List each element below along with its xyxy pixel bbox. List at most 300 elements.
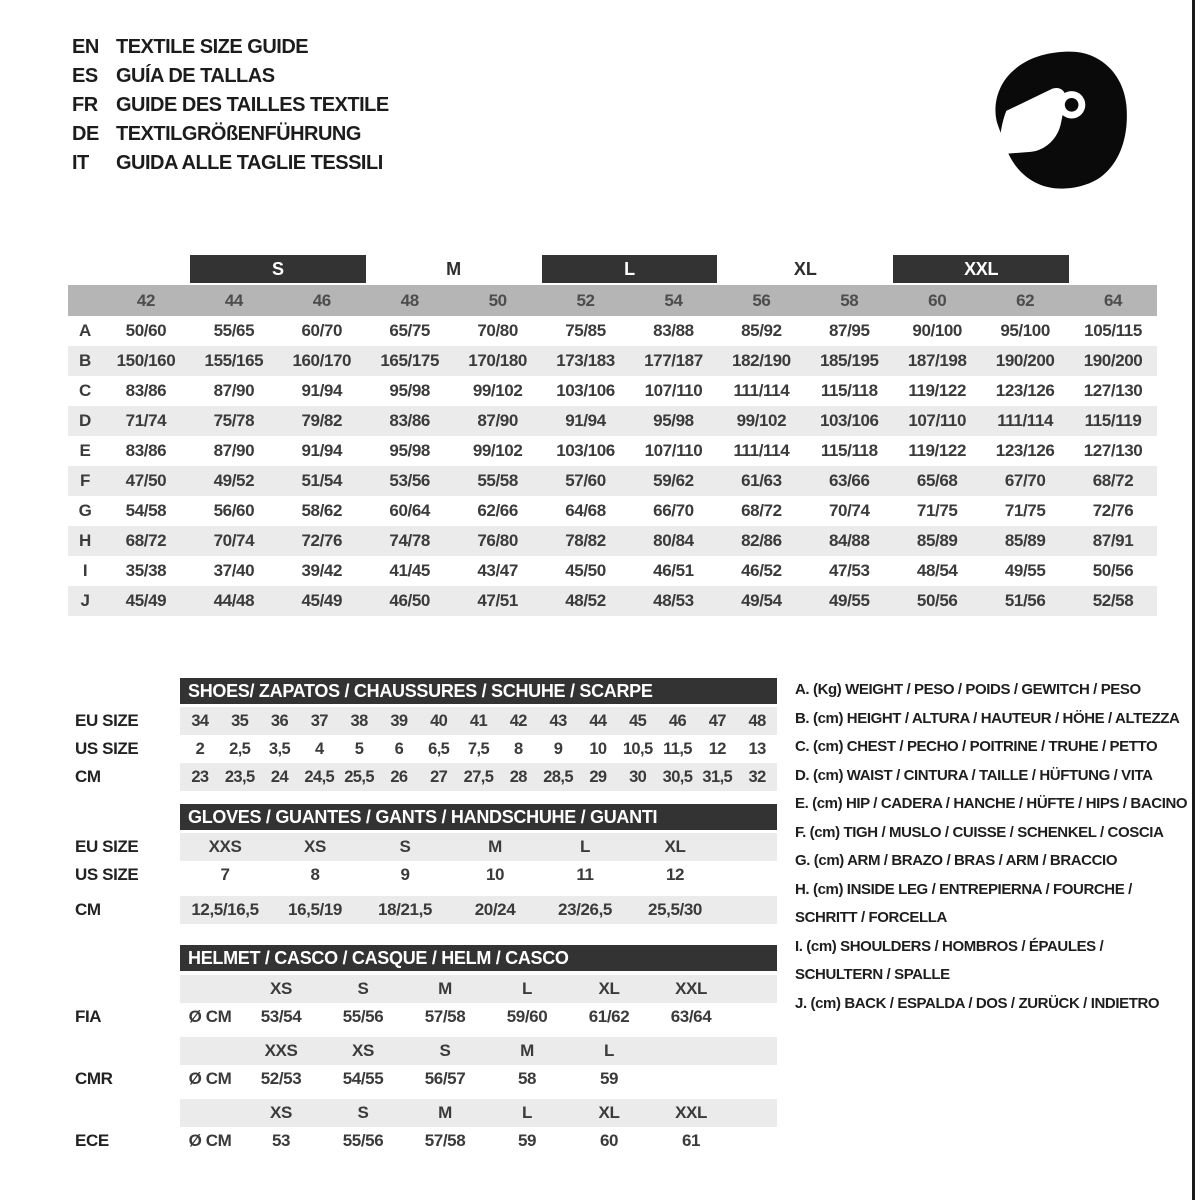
shoes-table-title: SHOES/ ZAPATOS / CHAUSSURES / SCHUHE / SCARPE	[180, 678, 777, 704]
cell: 57/60	[565, 471, 606, 490]
language-label: GUIDE DES TAILLES TEXTILE	[116, 94, 389, 116]
cell: 68/72	[125, 531, 167, 550]
cell: 95/98	[389, 381, 430, 400]
cell: 60/70	[301, 321, 343, 340]
column-header: 56	[752, 290, 771, 310]
column-header: 46	[312, 290, 331, 310]
cell: 75/85	[565, 321, 606, 340]
cell: 24	[270, 767, 289, 786]
cell: 20/24	[474, 900, 516, 919]
cell: 61/62	[588, 1007, 630, 1026]
language-code: FR	[72, 94, 98, 116]
cell: S	[399, 837, 411, 856]
cell: 115/118	[820, 381, 878, 400]
textile-column-header-band	[68, 285, 1157, 316]
language-label: GUÍA DE TALLAS	[116, 65, 275, 87]
cell: 50/60	[125, 321, 167, 340]
cell: 56/60	[213, 501, 255, 520]
size-header-cell: S	[439, 1041, 451, 1060]
cell: 111/114	[997, 411, 1054, 430]
column-header: 60	[928, 290, 947, 310]
cell: 90/100	[912, 321, 962, 340]
size-header-cell: XS	[270, 1103, 292, 1122]
cell: 103/106	[819, 411, 879, 430]
cell: 46	[668, 711, 687, 730]
table-row-A	[68, 316, 1157, 346]
cell: 59	[599, 1069, 619, 1088]
cell: 78/82	[565, 531, 606, 550]
cell: 84/88	[829, 531, 870, 550]
language-row	[72, 33, 389, 62]
size-header-cell: L	[522, 979, 532, 998]
legend-item: E. (cm) HIP / CADERA / HANCHE / HÜFTE / HIPS / BACINO	[795, 795, 1188, 812]
cell: 48/53	[653, 591, 694, 610]
cell: 44	[589, 711, 607, 730]
size-header-cell: XL	[598, 1103, 620, 1122]
cell: 10,5	[622, 739, 653, 758]
column-header: 54	[664, 290, 683, 310]
textile-size-group-header	[68, 255, 1157, 283]
size-group-l: L	[542, 255, 718, 283]
cell: 37	[310, 711, 328, 730]
cell: 48/52	[565, 591, 606, 610]
cell: 74/78	[389, 531, 430, 550]
cmr-size-header-row	[75, 1037, 777, 1065]
cell: 70/74	[829, 501, 870, 520]
cell: 30	[629, 767, 647, 786]
table-row-I	[68, 556, 1157, 586]
cell: 123/126	[995, 381, 1055, 400]
cell: 72/76	[1092, 501, 1134, 520]
cell: 57/58	[424, 1007, 466, 1026]
size-header-cell: M	[438, 1103, 452, 1122]
cell: 67/70	[1004, 471, 1046, 490]
column-header: 58	[840, 290, 859, 310]
page-edge-rule	[1192, 0, 1195, 1200]
cell: 190/200	[1083, 351, 1143, 370]
cell: 91/94	[301, 441, 343, 460]
cell: 23/26,5	[558, 900, 612, 919]
language-code: DE	[72, 123, 99, 145]
row-values	[180, 833, 777, 861]
cell: 70/74	[213, 531, 255, 550]
cell: XXS	[208, 837, 242, 856]
row-values	[180, 896, 777, 924]
language-row	[72, 91, 389, 120]
cell: 47	[708, 711, 726, 730]
language-title-list	[72, 33, 389, 178]
cell: 182/190	[732, 351, 791, 370]
cell: 66/70	[653, 501, 694, 520]
legend-item: G. (cm) ARM / BRAZO / BRAS / ARM / BRACCIO	[795, 852, 1118, 869]
cell: 111/114	[733, 441, 790, 460]
racing-helmet-icon	[985, 40, 1137, 200]
row-letter: D	[79, 411, 91, 430]
legend-item: H. (cm) INSIDE LEG / ENTREPIERNA / FOURCHE / SCHRITT / FORCELLA	[795, 880, 1132, 926]
cell: 37/40	[213, 561, 255, 580]
cell: 70/80	[477, 321, 518, 340]
cell: 95/98	[653, 411, 694, 430]
size-header-cell: XL	[598, 979, 620, 998]
row-us-size	[75, 861, 777, 889]
row-us-size	[75, 735, 777, 763]
table-row-J	[68, 586, 1157, 616]
cell: 123/126	[995, 441, 1055, 460]
cell: 46/52	[741, 561, 782, 580]
cell: 51/56	[1004, 591, 1046, 610]
ece-value-row	[75, 1127, 777, 1155]
language-code: ES	[72, 65, 98, 87]
cell: 99/102	[472, 441, 523, 460]
cell: 160/170	[292, 351, 352, 370]
size-header-cell: S	[357, 1103, 369, 1122]
cell: 59/62	[653, 471, 694, 490]
standard-label: ECE	[75, 1131, 109, 1150]
legend-item: B. (cm) HEIGHT / ALTURA / HAUTEUR / HÖHE / ALTEZZA	[795, 709, 1180, 727]
cell: 119/122	[908, 441, 967, 460]
cell: 99/102	[736, 411, 787, 430]
cell: 58	[517, 1069, 537, 1088]
cell: 57/58	[424, 1131, 466, 1150]
cell: 155/165	[204, 351, 264, 370]
row-cm	[75, 763, 777, 791]
cell: 12	[708, 739, 726, 758]
size-header-cell: M	[438, 979, 452, 998]
cell: 30,5	[662, 767, 693, 786]
standard-label: CMR	[75, 1069, 113, 1088]
row-letter: I	[82, 561, 88, 580]
cell: 87/90	[213, 381, 255, 400]
cell: 8	[310, 865, 320, 884]
column-header: 62	[1016, 290, 1035, 310]
row-values	[180, 735, 777, 763]
cell: 75/78	[213, 411, 255, 430]
row-label: US SIZE	[75, 739, 139, 758]
row-values	[180, 707, 777, 735]
cell: 8	[514, 739, 523, 758]
cell: 64/68	[565, 501, 606, 520]
fia-size-header-row	[75, 975, 777, 1003]
cell: 50/56	[916, 591, 958, 610]
cell: 107/110	[644, 381, 703, 400]
cell: 115/119	[1084, 411, 1142, 430]
cell: 59/60	[506, 1007, 548, 1026]
unit-cell: Ø CM	[188, 1131, 232, 1150]
cell: 150/160	[116, 351, 176, 370]
table-row-F	[68, 466, 1157, 496]
cell: 25,5/30	[648, 900, 702, 919]
table-row-E	[68, 436, 1157, 466]
cell: 85/89	[916, 531, 958, 550]
cell: 48/54	[916, 561, 958, 580]
cell: 44/48	[213, 591, 255, 610]
legend-item: I. (cm) SHOULDERS / HOMBROS / ÉPAULES / SCHULTERN / SPALLE	[795, 937, 1104, 983]
cell: 79/82	[301, 411, 343, 430]
cell: 54/55	[342, 1069, 384, 1088]
cell: 9	[553, 739, 563, 758]
cell: 45/49	[125, 591, 167, 610]
table-row-H	[68, 526, 1157, 556]
legend-item: C. (cm) CHEST / PECHO / POITRINE / TRUHE / PETTO	[795, 738, 1158, 755]
row-cm	[75, 896, 777, 924]
cell: 11,5	[663, 739, 692, 758]
standard-values	[180, 1003, 777, 1031]
cell: 26	[390, 767, 408, 786]
cell: 13	[748, 739, 766, 758]
cell: 71/75	[916, 501, 958, 520]
cell: 41/45	[389, 561, 430, 580]
cell: 41	[469, 711, 488, 730]
size-header-cell: L	[522, 1103, 532, 1122]
cell: 25,5	[344, 767, 374, 786]
row-letter: E	[79, 441, 91, 460]
cell: 45/50	[565, 561, 606, 580]
cell: 54/58	[125, 501, 167, 520]
column-header: 42	[136, 290, 155, 310]
cell: 53	[271, 1131, 291, 1150]
cell: 51/54	[301, 471, 343, 490]
standard-values	[180, 1127, 777, 1155]
cell: 34	[191, 711, 209, 730]
size-group-xxl: XXL	[893, 255, 1069, 283]
cell: 68/72	[741, 501, 782, 520]
cell: 119/122	[908, 381, 967, 400]
cell: 62/66	[477, 501, 518, 520]
row-label: CM	[75, 767, 101, 786]
cell: 68/72	[1092, 471, 1134, 490]
row-letter: H	[79, 531, 91, 550]
cell: 87/95	[829, 321, 870, 340]
cell: 12,5/16,5	[191, 900, 259, 919]
row-values	[180, 861, 777, 889]
standard-values	[180, 1065, 777, 1093]
cell: 185/195	[819, 351, 879, 370]
cell: 49/55	[829, 591, 870, 610]
cell: 5	[354, 739, 364, 758]
cell: 127/130	[1083, 381, 1143, 400]
cell: 7	[220, 865, 230, 884]
size-group-m: M	[446, 258, 462, 279]
cell: 83/88	[653, 321, 694, 340]
size-header-cell: XXL	[675, 979, 707, 998]
cell: 173/183	[556, 351, 615, 370]
cell: 35/38	[125, 561, 167, 580]
cell: M	[488, 837, 502, 856]
size-header-cell: XXL	[675, 1103, 707, 1122]
cell: 83/86	[125, 441, 167, 460]
cell: 60/64	[389, 501, 430, 520]
cell: 71/75	[1004, 501, 1046, 520]
cell: 28,5	[543, 767, 573, 786]
language-row	[72, 62, 389, 91]
cell: XS	[304, 837, 326, 856]
cell: 10	[589, 739, 607, 758]
cell: 82/86	[741, 531, 782, 550]
measurement-legend	[795, 676, 1193, 1018]
cell: 32	[748, 767, 766, 786]
cell: 76/80	[477, 531, 518, 550]
cell: 29	[589, 767, 607, 786]
cell: 83/86	[125, 381, 167, 400]
cell: 39/42	[301, 561, 343, 580]
cell: 63/64	[670, 1007, 712, 1026]
cell: 61	[681, 1131, 701, 1150]
cell: 46/51	[653, 561, 694, 580]
cell: 47/53	[829, 561, 870, 580]
row-label: EU SIZE	[75, 837, 139, 856]
cell: 71/74	[125, 411, 167, 430]
cell: 103/106	[556, 381, 615, 400]
cell: 65/75	[389, 321, 430, 340]
column-header: 64	[1103, 290, 1123, 310]
column-header: 48	[400, 290, 419, 310]
table-row-B	[68, 346, 1157, 376]
cell: 165/175	[380, 351, 440, 370]
cell: 18/21,5	[378, 900, 432, 919]
cell: 23	[191, 767, 209, 786]
cell: 48	[748, 711, 766, 730]
language-label: TEXTILGRÖßENFÜHRUNG	[116, 123, 361, 145]
cell: 85/92	[741, 321, 782, 340]
cell: 85/89	[1004, 531, 1046, 550]
cell: 7,5	[467, 739, 490, 758]
cell: 91/94	[565, 411, 606, 430]
cell: 95/100	[1000, 321, 1050, 340]
cell: 47/50	[125, 471, 167, 490]
textile-size-table	[68, 316, 1157, 616]
size-header-cell: XXS	[264, 1041, 298, 1060]
cell: 80/84	[653, 531, 694, 550]
cell: 103/106	[556, 441, 615, 460]
size-group-xl: XL	[793, 258, 817, 279]
cell: 6	[394, 739, 404, 758]
cell: 31,5	[702, 767, 733, 786]
size-header-cell: XS	[352, 1041, 374, 1060]
column-header: 44	[224, 290, 243, 310]
table-row-G	[68, 496, 1157, 526]
cell: 24,5	[304, 767, 335, 786]
cell: 3,5	[268, 739, 291, 758]
cell: 52/58	[1092, 591, 1134, 610]
row-letter: B	[79, 351, 91, 370]
cell: 91/94	[301, 381, 343, 400]
cell: 40	[430, 711, 448, 730]
cell: 46/50	[389, 591, 430, 610]
cell: 9	[400, 865, 410, 884]
cell: 52/53	[260, 1069, 302, 1088]
row-label: CM	[75, 900, 101, 919]
row-label: US SIZE	[75, 865, 139, 884]
cell: 39	[390, 711, 408, 730]
size-header-values	[180, 1037, 777, 1065]
helmet-table-title: HELMET / CASCO / CASQUE / HELM / CASCO	[180, 945, 777, 971]
cell: 65/68	[916, 471, 958, 490]
cell: 28	[509, 767, 527, 786]
cell: 50/56	[1092, 561, 1134, 580]
size-group-s: S	[190, 255, 366, 283]
cell: 87/90	[477, 411, 518, 430]
cell: 115/118	[820, 441, 878, 460]
language-code: IT	[72, 152, 89, 174]
cell: 53/54	[260, 1007, 302, 1026]
cell: 38	[350, 711, 368, 730]
gloves-table	[75, 833, 777, 924]
cell: 83/86	[389, 411, 430, 430]
legend-item: A. (Kg) WEIGHT / PESO / POIDS / GEWITCH / PESO	[795, 681, 1141, 698]
cell: 55/58	[477, 471, 518, 490]
cell: 43	[549, 711, 567, 730]
cell: 55/56	[342, 1007, 384, 1026]
cell: 12	[665, 865, 685, 884]
row-letter: J	[80, 591, 90, 610]
cell: 170/180	[468, 351, 527, 370]
row-label: EU SIZE	[75, 711, 139, 730]
cell: 107/110	[908, 411, 967, 430]
language-row	[72, 120, 389, 149]
cmr-value-row	[75, 1065, 777, 1093]
legend-item: J. (cm) BACK / ESPALDA / DOS / ZURÜCK / INDIETRO	[795, 994, 1160, 1012]
size-header-cell: L	[604, 1041, 614, 1060]
size-header-values	[180, 975, 777, 1003]
cell: 127/130	[1083, 441, 1143, 460]
cell: 58/62	[301, 501, 343, 520]
cell: 47/51	[477, 591, 518, 610]
cell: 87/91	[1092, 531, 1134, 550]
cell: 36	[270, 711, 289, 730]
cell: 35	[231, 711, 249, 730]
cell: 55/65	[213, 321, 255, 340]
shoes-table	[75, 707, 777, 791]
unit-cell: Ø CM	[188, 1007, 232, 1026]
cell: 177/187	[644, 351, 703, 370]
cell: 23,5	[224, 767, 255, 786]
cell: 49/52	[213, 471, 255, 490]
cell: 190/200	[995, 351, 1055, 370]
cell: 59	[517, 1131, 537, 1150]
gloves-table-title: GLOVES / GUANTES / GANTS / HANDSCHUHE / GUANTI	[180, 804, 777, 830]
column-header: 52	[576, 290, 595, 310]
row-eu-size	[75, 833, 777, 861]
cell: 6,5	[428, 739, 450, 758]
cell: 2	[195, 739, 205, 758]
cell: 27,5	[463, 767, 494, 786]
cell: 27	[430, 767, 448, 786]
cell: 95/98	[389, 441, 430, 460]
size-header-cell: XS	[270, 979, 292, 998]
language-code: EN	[72, 36, 99, 58]
cell: 53/56	[389, 471, 430, 490]
cell: 43/47	[477, 561, 518, 580]
row-letter: G	[78, 501, 92, 520]
cell: L	[580, 837, 590, 856]
cell: 87/90	[213, 441, 255, 460]
helmet-table	[75, 975, 777, 1155]
legend-item: D. (cm) WAIST / CINTURA / TAILLE / HÜFTUNG / VITA	[795, 766, 1153, 784]
row-letter: C	[79, 381, 91, 400]
cell: 56/57	[424, 1069, 466, 1088]
cell: 49/54	[741, 591, 782, 610]
row-values	[180, 763, 777, 791]
cell: 111/114	[733, 381, 790, 400]
row-letter: A	[79, 321, 91, 340]
cell: 16,5/19	[288, 900, 342, 919]
cell: 187/198	[907, 351, 967, 370]
legend-item: F. (cm) TIGH / MUSLO / CUISSE / SCHENKEL / COSCIA	[795, 823, 1164, 841]
size-header-cell: M	[520, 1041, 534, 1060]
column-header: 50	[488, 290, 507, 310]
cell: 42	[509, 711, 527, 730]
cell: 61/63	[741, 471, 782, 490]
